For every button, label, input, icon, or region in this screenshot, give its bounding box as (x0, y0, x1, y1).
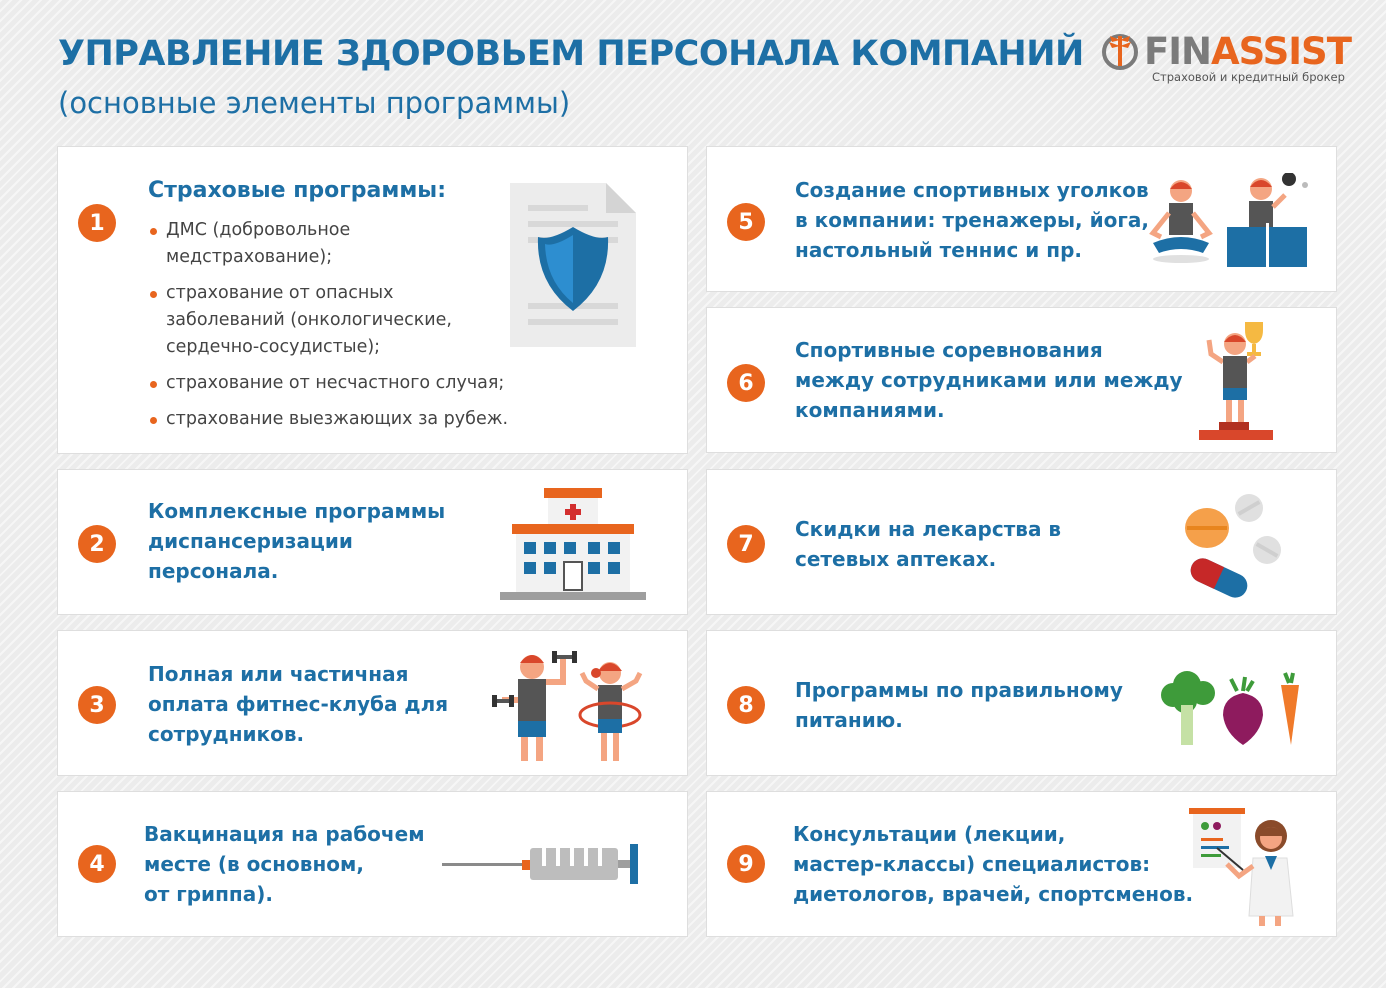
vegetables-icon (1159, 671, 1309, 747)
card-pharmacy-discounts (706, 469, 1337, 615)
card-number: 7 (727, 525, 765, 563)
card-competitions (706, 307, 1337, 453)
logo-fin: FIN (1144, 30, 1212, 73)
list-item: ДМС (добровольное медстрахование); (148, 217, 508, 271)
list-item: страхование от несчастного случая; (148, 370, 508, 397)
logo-wordmark (1144, 30, 1351, 74)
card-text: Полная или частичная оплата фитнес-клуба для сотрудников. (148, 662, 449, 746)
card-number: 8 (727, 686, 765, 724)
logo-tagline: Страховой и кредитный брокер (1152, 70, 1345, 84)
logo-mark-icon (1100, 32, 1140, 72)
card-text: Комплексные программы диспансеризации персонала. (148, 499, 446, 583)
hospital-icon (500, 486, 650, 602)
card-consultations (706, 791, 1337, 937)
card-number: 1 (78, 204, 116, 242)
syringe-icon (442, 842, 642, 888)
doctor-presentation-icon (1187, 806, 1305, 928)
card-insurance-programs (57, 146, 688, 454)
finassist-logo (1100, 30, 1351, 90)
card-text: Программы по правильному питанию. (795, 678, 1123, 732)
insurance-document-icon (510, 183, 640, 347)
card-sports-corners (706, 146, 1337, 292)
card-number: 4 (78, 845, 116, 883)
list-item: страхование выезжающих за рубеж. (148, 406, 508, 433)
fitness-people-icon (490, 645, 660, 765)
page-subtitle: (основные элементы программы) (58, 86, 571, 120)
card-text: Создание спортивных уголков в компании: тренажеры, йога, настольный теннис и пр. (795, 178, 1149, 262)
card-number: 3 (78, 686, 116, 724)
page-title: УПРАВЛЕНИЕ ЗДОРОВЬЕМ ПЕРСОНАЛА КОМПАНИЙ (58, 34, 1084, 74)
card-number: 5 (727, 203, 765, 241)
card-nutrition (706, 630, 1337, 776)
card-medical-checkup (57, 469, 688, 615)
card-text: Скидки на лекарства в сетевых аптеках. (795, 517, 1062, 571)
card-text: Консультации (лекции, мастер-классы) специалистов: диетологов, врачей, спортсменов. (793, 822, 1194, 906)
card-vaccination (57, 791, 688, 937)
pills-icon (1181, 490, 1291, 600)
card-number: 2 (78, 525, 116, 563)
card-heading: Страховые программы: (148, 178, 446, 203)
card-fitness (57, 630, 688, 776)
list-item: страхование от опасных заболеваний (онкологические, сердечно-сосудистые); (148, 280, 508, 361)
card-number: 6 (727, 364, 765, 402)
card-text: Вакцинация на рабочем месте (в основном, от гриппа). (144, 822, 425, 906)
trophy-winner-icon (1197, 318, 1287, 442)
card-text: Спортивные соревнования между сотрудниками или между компаниями. (795, 338, 1183, 422)
card-number: 9 (727, 845, 765, 883)
logo-assist: ASSIST (1211, 30, 1351, 73)
yoga-tennis-icon (1143, 173, 1313, 273)
insurance-bullet-list (148, 217, 508, 442)
